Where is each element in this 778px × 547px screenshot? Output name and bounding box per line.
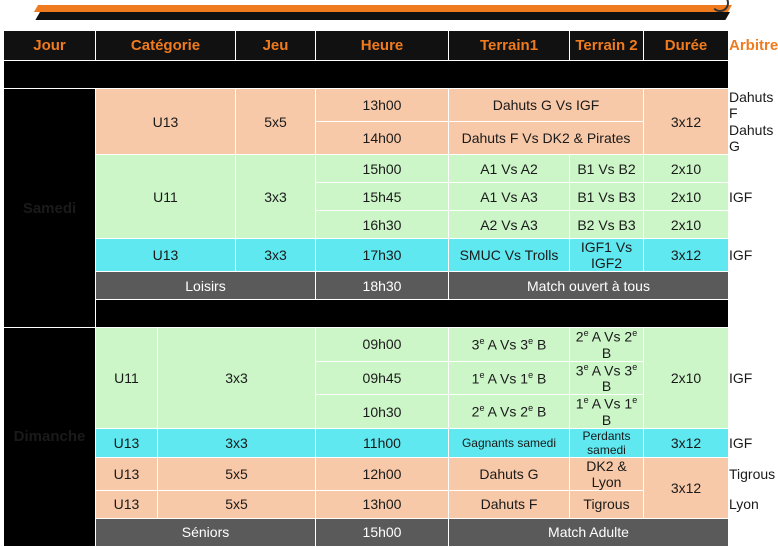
category-cell: Séniors: [96, 518, 316, 546]
terrain2-cell: 3e A Vs 3e B: [570, 361, 644, 395]
terrain2-cell: B1 Vs B2: [570, 155, 644, 183]
duration-cell: 3x12: [644, 428, 729, 457]
header-heure: Heure: [316, 31, 449, 61]
game-format-cell: 5x5: [158, 457, 316, 490]
terrain1-cell: 3e A Vs 3e B: [449, 328, 570, 362]
duration-cell: 2x10: [644, 328, 729, 429]
category-cell: U11: [96, 328, 158, 429]
time-cell: 14h00: [316, 122, 449, 155]
time-cell: 15h00: [316, 518, 449, 546]
game-format-cell: 3x3: [236, 155, 316, 239]
match-cell: Match ouvert à tous: [449, 272, 729, 300]
header-jeu: Jeu: [236, 31, 316, 61]
terrain2-cell: DK2 & Lyon: [570, 457, 644, 490]
category-cell: U13: [96, 457, 158, 490]
terrain1-cell: A1 Vs A2: [449, 155, 570, 183]
time-cell: 15h45: [316, 183, 449, 211]
category-cell: U13: [96, 89, 236, 155]
header-terrain1: Terrain1: [449, 31, 570, 61]
duration-cell: 2x10: [644, 211, 729, 239]
match-cell: Dahuts F Vs DK2 & Pirates: [449, 122, 644, 155]
terrain2-cell: 1e A Vs 1e B: [570, 395, 644, 429]
table-row: Samedi U13 5x5 13h00 Dahuts G Vs IGF 3x12 Dahuts F: [4, 89, 729, 122]
table-row: U13 3x3 17h30 SMUC Vs Trolls IGF1 Vs IGF2 3x12 IGF: [4, 239, 729, 272]
time-cell: 12h00: [316, 457, 449, 490]
header-black-stripe: [35, 12, 730, 20]
table-row: U11 3x3 15h00 A1 Vs A2 B1 Vs B2 2x10 IGF: [4, 155, 729, 183]
header-categorie: Catégorie: [96, 31, 236, 61]
terrain2-cell: 2e A Vs 2e B: [570, 328, 644, 362]
terrain2-cell: B2 Vs B3: [570, 211, 644, 239]
category-cell: U13: [96, 428, 158, 457]
category-cell: U11: [96, 155, 236, 239]
time-cell: 10h30: [316, 395, 449, 429]
duration-cell: 2x10: [644, 155, 729, 183]
terrain1-cell: 1e A Vs 1e B: [449, 361, 570, 395]
category-cell: U13: [96, 490, 158, 518]
terrain1-cell: 2e A Vs 2e B: [449, 395, 570, 429]
day-sunday: Dimanche: [4, 328, 96, 547]
schedule-table: [3, 30, 778, 547]
table-row: 14h00 Dahuts F Vs DK2 & Pirates Dahuts G: [4, 122, 729, 155]
time-cell: 13h00: [316, 89, 449, 122]
time-cell: 16h30: [316, 211, 449, 239]
game-format-cell: 3x3: [158, 328, 316, 429]
table-row: U13 3x3 11h00 Gagnants samedi Perdants samedi 3x12 IGF: [4, 428, 729, 457]
time-cell: 17h30: [316, 239, 449, 272]
match-cell: Dahuts G Vs IGF: [449, 89, 644, 122]
table-row: Dimanche U11 3x3 09h00 3e A Vs 3e B 2e A Vs 2e B 2x10 IGF: [4, 328, 729, 362]
game-format-cell: 5x5: [158, 490, 316, 518]
match-cell: Match Adulte: [449, 518, 729, 546]
terrain1-cell: Dahuts G: [449, 457, 570, 490]
time-cell: 09h45: [316, 361, 449, 395]
time-cell: 11h00: [316, 428, 449, 457]
terrain1-cell: Gagnants samedi: [449, 428, 570, 457]
duration-cell: 3x12: [644, 89, 729, 155]
game-format-cell: 3x3: [236, 239, 316, 272]
terrain2-cell: B1 Vs B3: [570, 183, 644, 211]
day-saturday: Samedi: [4, 89, 96, 328]
header-row: Jour Catégorie Jeu Heure Terrain1 Terrain 2 Durée Arbitre: [4, 31, 729, 61]
table-row: U13 5x5 13h00 Dahuts F Tigrous Lyon: [4, 490, 729, 518]
terrain2-cell: Perdants samedi: [570, 428, 644, 457]
game-format-cell: 5x5: [236, 89, 316, 155]
table-row: U13 5x5 12h00 Dahuts G DK2 & Lyon 3x12 Tigrous: [4, 457, 729, 490]
header-jour: Jour: [4, 31, 96, 61]
game-format-cell: 3x3: [158, 428, 316, 457]
header-duree: Durée: [644, 31, 729, 61]
terrain1-cell: A2 Vs A3: [449, 211, 570, 239]
terrain1-cell: SMUC Vs Trolls: [449, 239, 570, 272]
time-cell: 18h30: [316, 272, 449, 300]
time-cell: 09h00: [316, 328, 449, 362]
terrain1-cell: Dahuts F: [449, 490, 570, 518]
duration-cell: 2x10: [644, 183, 729, 211]
duration-cell: 3x12: [644, 239, 729, 272]
category-cell: Loisirs: [96, 272, 316, 300]
table-row: [4, 518, 729, 546]
header-orange-stripe: [34, 5, 732, 12]
duration-cell: 3x12: [644, 457, 729, 518]
category-cell: U13: [96, 239, 236, 272]
terrain2-cell: IGF1 Vs IGF2: [570, 239, 644, 272]
terrain2-cell: Tigrous: [570, 490, 644, 518]
table-row: [4, 272, 729, 300]
time-cell: 13h00: [316, 490, 449, 518]
header-terrain2: Terrain 2: [570, 31, 644, 61]
terrain1-cell: A1 Vs A3: [449, 183, 570, 211]
time-cell: 15h00: [316, 155, 449, 183]
